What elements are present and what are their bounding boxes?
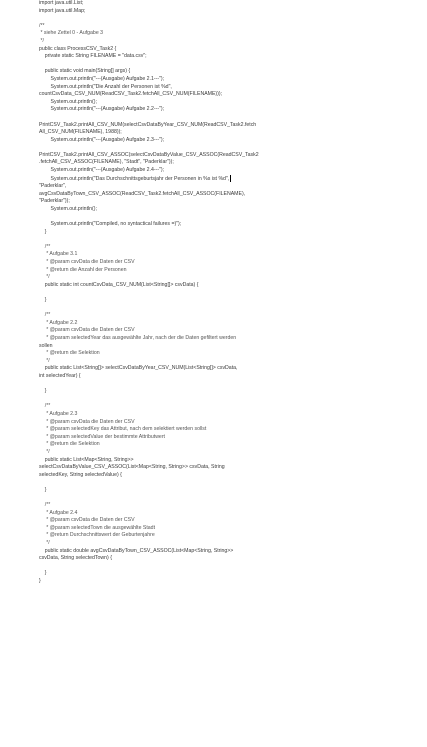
code-line[interactable]: /** (39, 243, 51, 250)
code-line[interactable]: All_CSV_NUM(FILENAME), 1988)); (39, 129, 122, 136)
code-line[interactable] (39, 479, 419, 487)
code-line[interactable]: * @param csvData die Daten der CSV (39, 418, 135, 425)
code-line[interactable]: * @return Durchschnittswert der Geburtenjahre (39, 532, 155, 539)
code-line[interactable]: * @param selectedTown die ausgewählte Stadt (39, 524, 156, 531)
code-line[interactable]: System.out.println(); (39, 205, 97, 212)
code-line[interactable]: System.out.println("---(Ausgabe) Aufgabe 2.3---"); (39, 136, 165, 143)
code-line[interactable] (39, 494, 419, 502)
code-line[interactable] (39, 214, 419, 222)
code-line[interactable]: public static List<String[]> selectCsvDataByYear_CSV_NUM(List<String[]> csvData, (39, 365, 238, 372)
code-line[interactable]: selectCsvDataByValue_CSV_ASSOC(List<Map<String, String>> csvData, String (39, 464, 225, 471)
code-line[interactable]: sollen (39, 342, 53, 349)
code-line[interactable]: /** (39, 403, 51, 410)
code-line[interactable]: /** (39, 502, 51, 509)
text-caret (230, 175, 231, 182)
code-line[interactable]: System.out.println("Compiled, no syntactical failures =)"); (39, 221, 182, 228)
code-line[interactable]: */ (39, 540, 50, 547)
code-line[interactable] (39, 236, 419, 244)
code-line[interactable]: * @return die Selektion (39, 441, 100, 448)
code-line[interactable]: "Paderklar", (39, 183, 67, 190)
code-line[interactable] (39, 563, 419, 571)
code-line[interactable]: PrintCSV_Task2.printAll_CSV_NUM(selectCsvDataByYear_CSV_NUM(ReadCSV_Task2.fetch (39, 121, 257, 128)
code-line[interactable]: PrintCSV_Task2.printAll_CSV_ASSOC(selectCsvDataByValue_CSV_ASSOC(ReadCSV_Task2 (39, 151, 259, 158)
code-line[interactable]: */ (39, 357, 50, 364)
code-line[interactable]: */ (39, 448, 50, 455)
code-line[interactable]: * Aufgabe 2.2 (39, 319, 78, 326)
code-line[interactable]: * @param selectedYear das ausgewählte Jahr, nach der die Daten gefiltert werden (39, 335, 237, 341)
code-line[interactable]: import java.util.List; (39, 0, 84, 6)
code-line[interactable]: * @param selectedKey das Attribut, nach dem selektiert werden sollst (39, 426, 207, 433)
code-line[interactable]: */ (39, 274, 50, 281)
code-line[interactable] (39, 144, 419, 152)
code-line[interactable]: * siehe Zettel 0 - Aufgabe 3 (39, 30, 104, 37)
code-line[interactable]: * @param selectedValue der bestimmte Attributwert (39, 433, 165, 440)
code-line[interactable]: } (39, 486, 47, 493)
code-line[interactable]: * @return die Anzahl der Personen (39, 266, 127, 273)
code-line[interactable]: int selectedYear) { (39, 372, 81, 379)
code-line[interactable] (39, 289, 419, 297)
code-line[interactable]: csvData, String selectedTown) { (39, 555, 112, 562)
code-line[interactable]: public class ProcessCSV_Task2 { (39, 45, 117, 52)
code-line[interactable]: * Aufgabe 3.1 (39, 251, 78, 258)
code-line[interactable]: selectedKey, String selectedValue) { (39, 471, 122, 478)
code-line[interactable]: System.out.println("---(Ausgabe) Aufgabe 2.2---"); (39, 106, 165, 113)
code-line[interactable] (39, 61, 419, 69)
code-line[interactable]: * @param csvData die Daten der CSV (39, 517, 135, 524)
code-line[interactable]: countCsvData_CSV_NUM(ReadCSV_Task2.fetchAll_CSV_NUM(FILENAME))); (39, 91, 223, 98)
code-line[interactable]: } (39, 570, 47, 577)
code-line[interactable]: */ (39, 37, 44, 44)
code-line[interactable] (39, 396, 419, 404)
code-line[interactable] (39, 381, 419, 389)
code-line[interactable]: private static String FILENAME = "data.csv"; (39, 53, 147, 60)
code-line[interactable]: public static int countCsvData_CSV_NUM(List<String[]> csvData) { (39, 281, 199, 288)
code-line[interactable]: * Aufgabe 2.3 (39, 410, 78, 417)
code-line[interactable]: * @param csvData die Daten der CSV (39, 259, 135, 266)
code-line[interactable]: .fetchAll_CSV_ASSOC(FILENAME), "Stadt", "Paderklar")); (39, 159, 174, 166)
code-line[interactable]: public static void main(String[] args) { (39, 68, 131, 75)
code-line[interactable]: * @param csvData die Daten der CSV (39, 327, 135, 334)
code-line[interactable]: } (39, 297, 47, 304)
code-line[interactable]: System.out.println(); (39, 98, 97, 105)
code-line[interactable]: System.out.println("---(Ausgabe) Aufgabe 2.1---"); (39, 75, 165, 82)
code-line[interactable]: * Aufgabe 2.4 (39, 509, 78, 516)
code-line[interactable]: /** (39, 22, 45, 29)
code-line[interactable]: public static double avgCsvDataByTown_CSV_ASSOC(List<Map<String, String>> (39, 547, 234, 554)
code-line[interactable]: System.out.println("Das Durchschnittsgeburtsjahr der Personen in %s ist %d", (39, 175, 230, 182)
code-line[interactable]: "Paderklar")); (39, 198, 70, 205)
code-line[interactable]: System.out.println("Die Anzahl der Personen ist %d", (39, 83, 172, 90)
code-line[interactable]: avgCsvDataByTown_CSV_ASSOC(ReadCSV_Task2.fetchAll_CSV_ASSOC(FILENAME), (39, 190, 246, 197)
code-line[interactable]: public static List<Map<String, String>> (39, 456, 134, 463)
code-line[interactable] (39, 15, 419, 23)
code-line[interactable]: System.out.println("---(Ausgabe) Aufgabe 2.4---"); (39, 167, 165, 174)
code-line[interactable]: } (39, 578, 41, 584)
code-line[interactable]: * @return die Selektion (39, 350, 100, 357)
code-line[interactable]: } (39, 228, 47, 235)
code-line[interactable] (39, 305, 419, 313)
code-line[interactable]: import java.util.Map; (39, 7, 86, 14)
code-line[interactable]: /** (39, 312, 51, 319)
code-line[interactable] (39, 114, 419, 122)
code-line[interactable]: } (39, 388, 47, 395)
